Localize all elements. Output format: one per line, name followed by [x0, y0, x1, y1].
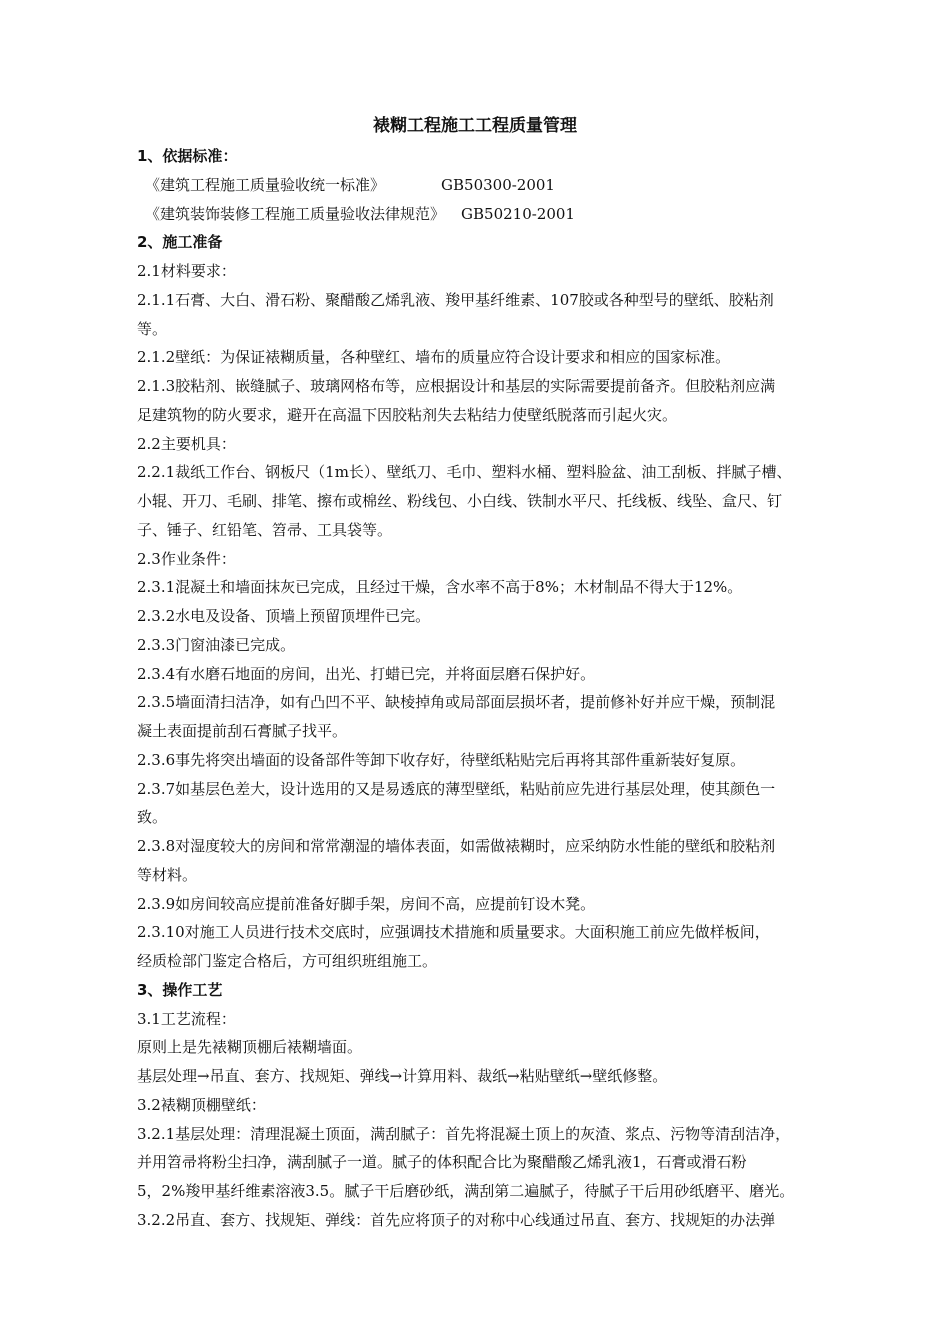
document-title: 裱糊工程施工工程质量管理 [373, 116, 577, 136]
paragraph-line: 凝土表面提前刮石膏腻子找平。 [137, 722, 348, 740]
standard-code: GB50300-2001 [441, 175, 555, 194]
section-heading: 2、施工准备 [137, 233, 223, 252]
section-heading: 1、依据标准： [137, 147, 238, 165]
paragraph-line: 足建筑物的防火要求，避开在高温下因胶粘剂失去粘结力使壁纸脱落而引起火灾。 [137, 405, 678, 424]
subsection-heading: 3.2裱糊顶棚壁纸： [137, 1095, 266, 1114]
paragraph-line: 2.3.5墙面清扫洁净，如有凸凹不平、缺棱掉角或局部面层损坏者，提前修补好并应干燥，预制混 [137, 693, 776, 712]
paragraph-line: 2.3.7如基层色差大，设计选用的又是易透底的薄型壁纸，粘贴前应先进行基层处理，使其颜色一 [137, 779, 776, 798]
standard-name: 《建筑工程施工质量验收统一标准》 [145, 175, 386, 194]
document-body [137, 142, 859, 1235]
paragraph-line: 2.1.3胶粘剂、嵌缝腻子、玻璃网格布等，应根据设计和基层的实际需要提前备齐。但胶粘剂应满 [137, 377, 776, 395]
subsection-heading: 2.3作业条件： [137, 549, 236, 568]
paragraph-line: 原则上是先裱糊顶棚后裱糊墙面。 [137, 1038, 363, 1057]
paragraph-line: 等材料。 [137, 865, 198, 884]
subsection-heading: 3.1工艺流程： [137, 1009, 236, 1028]
paragraph-line: 3.2.1基层处理：清理混凝土顶面，满刮腻子：首先将混凝土顶上的灰渣、浆点、污物等清刮洁净， [137, 1124, 791, 1143]
paragraph-line: 小辊、开刀、毛刷、排笔、擦布或棉丝、粉线包、小白线、铁制水平尺、托线板、线坠、盒尺、钉 [137, 492, 783, 510]
paragraph-line: 2.3.2水电及设备、顶墙上预留顶埋件已完。 [137, 607, 431, 625]
paragraph-line: 2.3.6事先将突出墙面的设备部件等卸下收存好，待壁纸粘贴完后再将其部件重新装好复原。 [137, 750, 746, 769]
paragraph-line: 2.3.3门窗油漆已完成。 [137, 635, 296, 654]
subsection-heading: 2.1材料要求： [137, 262, 236, 280]
paragraph-line: 2.2.1裁纸工作台、钢板尺（1m长）、壁纸刀、毛巾、塑料水桶、塑料脸盆、油工刮板、拌腻子槽、 [137, 463, 792, 482]
paragraph-line: 致。 [137, 808, 168, 827]
standard-reference [137, 171, 859, 200]
subsection-heading: 2.2主要机具： [137, 434, 236, 453]
process-flow-line: 基层处理→吊直、套方、找规矩、弹线→计算用料、裁纸→粘贴壁纸→壁纸修整。 [137, 1067, 668, 1085]
paragraph-line: 经质检部门鉴定合格后，方可组织班组施工。 [137, 952, 438, 970]
paragraph-line: 2.3.10对施工人员进行技术交底时，应强调技术措施和质量要求。大面积施工前应先做样板间， [137, 923, 770, 942]
paragraph-line: 2.3.4有水磨石地面的房间，出光、打蜡已完，并将面层磨石保护好。 [137, 664, 596, 683]
section-heading: 3、操作工艺 [137, 980, 223, 999]
standard-name: 《建筑装饰装修工程施工质量验收法律规范》 [145, 204, 446, 223]
paragraph-line: 3.2.2吊直、套方、找规矩、弹线：首先应将顶子的对称中心线通过吊直、套方、找规矩的办法弹 [137, 1210, 776, 1229]
paragraph-line: 子、锤子、红铅笔、笤帚、工具袋等。 [137, 520, 393, 539]
paragraph-line: 5，2%羧甲基纤维素溶液3.5。腻子干后磨砂纸，满刮第二遍腻子，待腻子干后用砂纸磨平、磨光。 [137, 1182, 795, 1200]
paragraph-line: 2.3.9如房间较高应提前准备好脚手架，房间不高，应提前钉设木凳。 [137, 894, 596, 913]
paragraph-line: 2.3.8对湿度较大的房间和常常潮湿的墙体表面，如需做裱糊时，应采纳防水性能的壁纸和胶粘剂 [137, 837, 776, 855]
standard-code: GB50210-2001 [461, 204, 575, 223]
paragraph-line: 等。 [137, 319, 168, 338]
paragraph-line: 并用笤帚将粉尘扫净，满刮腻子一道。腻子的体积配合比为聚醋酸乙烯乳液1，石膏或滑石粉 [137, 1153, 747, 1172]
standard-reference [137, 200, 859, 229]
paragraph-line: 2.1.2壁纸：为保证裱糊质量，各种壁红、墙布的质量应符合设计要求和相应的国家标准。 [137, 348, 731, 367]
paragraph-line: 2.1.1石膏、大白、滑石粉、聚醋酸乙烯乳液、羧甲基纤维素、107胶或各种型号的壁纸、胶粘剂 [137, 290, 774, 309]
paragraph-line: 2.3.1混凝土和墙面抹灰已完成，且经过干燥，含水率不高于8%；木材制品不得大于12%。 [137, 578, 743, 597]
